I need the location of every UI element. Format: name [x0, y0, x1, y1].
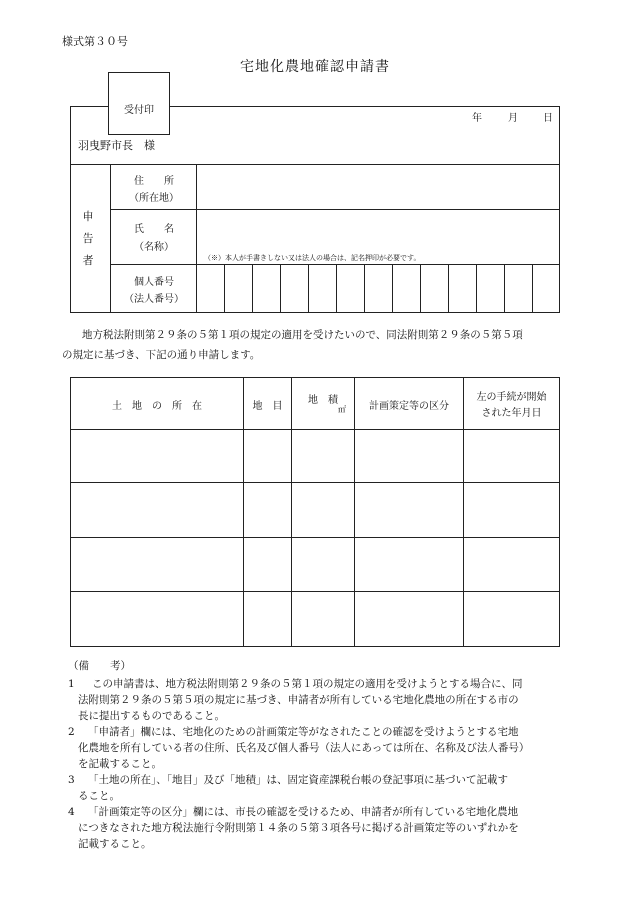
note-line: 「土地の所在」、「地目」及び「地積」は、固定資産課税台帳の登記事項に基づいて記載す	[88, 774, 508, 786]
date-month-label: 月	[508, 113, 518, 124]
note-line: 長に提出するものであること。	[78, 710, 225, 722]
address-field[interactable]	[204, 180, 554, 200]
header-plan-category: 計画策定等の区分	[369, 401, 449, 412]
note-line: ること。	[78, 790, 120, 802]
stamp-label: 受付印	[124, 105, 154, 116]
note-line: を記載すること。	[78, 758, 162, 770]
note-number: 3	[68, 774, 75, 786]
note-line: 化農地を所有している者の住所、氏名及び個人番号（法人にあっては所在、名称及び法人番号）	[78, 742, 530, 754]
note-number: 4	[68, 806, 75, 818]
name-label: 氏 名	[134, 224, 174, 235]
id-number-label: 個人番号	[134, 277, 174, 288]
note-line: この申請書は、地方税法附則第２９条の５第１項の規定の適用を受けようとする場合に、同	[92, 678, 523, 690]
name-sublabel: （名称）	[134, 242, 174, 253]
note-line: につきなされた地方税法施行令附則第１４条の５第３項各号に掲げる計画策定等のいずれかを	[78, 822, 519, 834]
name-field[interactable]	[204, 222, 554, 242]
header-land-location: 土 地 の 所 在	[112, 401, 202, 412]
note-number: 1	[68, 678, 75, 690]
intro-line-1: 地方税法附則第２９条の５第１項の規定の適用を受けたいので、同法附則第２９条の５第５項	[82, 329, 523, 341]
address-label: 住 所	[134, 176, 174, 187]
date-day-label: 日	[543, 113, 553, 124]
date-year-label: 年	[472, 113, 482, 124]
intro-line-2: の規定に基づき、下記の通り申請します。	[62, 349, 261, 361]
header-land-area: 地 積	[308, 395, 338, 406]
page-title: 宅地化農地確認申請書	[240, 59, 390, 75]
header-area-unit: ㎡	[338, 405, 346, 414]
notes-heading: （備 考）	[68, 660, 131, 672]
note-line: 「計画策定等の区分」欄には、市長の確認を受けるため、申請者が所有している宅地化農地	[88, 806, 519, 818]
header-start-date-2: された年月日	[481, 408, 542, 419]
header-land-category: 地 目	[252, 401, 283, 412]
note-line: 「申請者」欄には、宅地化のための計画策定等がなされたことの確認を受けようとする宅地	[88, 726, 519, 738]
header-start-date-1: 左の手続が開始	[476, 392, 547, 403]
addressee: 羽曳野市長 様	[78, 139, 155, 152]
name-note: （※）本人が手書きしない又は法人の場合は、記名押印が必要です。	[204, 254, 421, 262]
note-line: 法附則第２９条の５第５項の規定に基づき、申請者が所有している宅地化農地の所在する市の	[78, 694, 519, 706]
address-sublabel: （所在地）	[129, 193, 179, 204]
id-number-sublabel: （法人番号）	[124, 294, 184, 305]
applicant-section-label: 申 告 者	[82, 210, 94, 267]
note-line: 記載すること。	[78, 838, 152, 850]
reception-stamp-box	[108, 72, 170, 135]
form-number: 様式第３０号	[62, 35, 128, 48]
note-number: 2	[68, 726, 75, 738]
